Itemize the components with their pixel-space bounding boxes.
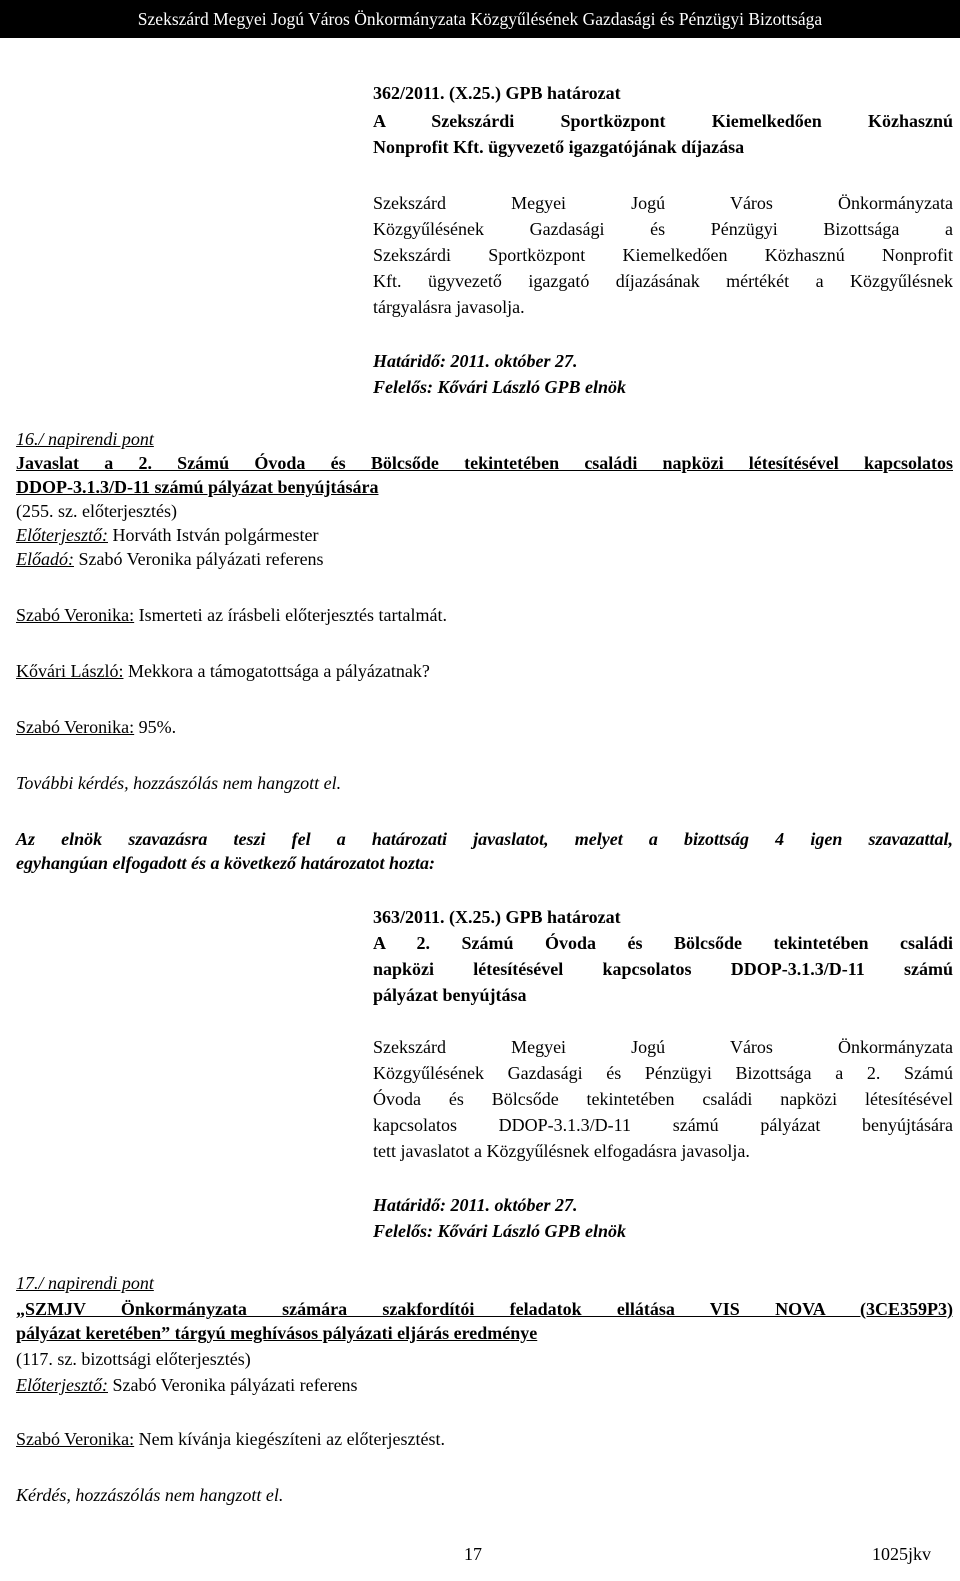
dialogue-text: Nem kívánja kiegészíteni az előterjesztést. <box>134 1429 446 1449</box>
resolution-362-number: 362/2011. (X.25.) GPB határozat <box>373 83 621 103</box>
resolution-362-body-line: Közgyűlésének Gazdasági és Pénzügyi Bizottsága a <box>373 219 953 239</box>
resolution-362-responsible: Felelős: Kővári László GPB elnök <box>373 377 626 397</box>
no-questions-note: Kérdés, hozzászólás nem hangzott el. <box>16 1485 284 1505</box>
resolution-363-responsible: Felelős: Kővári László GPB elnök <box>373 1221 626 1241</box>
dialogue-line <box>16 660 953 683</box>
agenda-item-number <box>16 1272 953 1295</box>
agenda-item-17-label: 17./ napirendi pont <box>16 1273 154 1293</box>
presenter-label: Előterjesztő: <box>16 1375 108 1395</box>
resolution-363-title-line2: napközi létesítésével kapcsolatos DDOP-3.1.3/D-11 számú <box>373 959 953 979</box>
vote-statement-line1: Az elnök szavazásra teszi fel a határozati javaslatot, melyet a bizottság 4 igen szavazattal, <box>16 829 953 849</box>
speaker-label: Előadó: <box>16 549 74 569</box>
dialogue-line <box>16 604 953 627</box>
resolution-362-body-line: tárgyalásra javasolja. <box>373 297 525 317</box>
resolution-363-body-line: Közgyűlésének Gazdasági és Pénzügyi Bizottsága a 2. Számú <box>373 1063 953 1083</box>
resolution-362-title-line2: Nonprofit Kft. ügyvezető igazgatójának díjazása <box>373 137 745 157</box>
header-title: Szekszárd Megyei Jogú Város Önkormányzata Közgyűlésének Gazdasági és Pénzügyi Bizottsága <box>137 9 823 29</box>
presenter-name: Horváth István polgármester <box>108 525 319 545</box>
dialogue-text: Mekkora a támogatottsága a pályázatnak? <box>123 661 430 681</box>
dialogue-speaker: Kővári László: <box>16 661 124 681</box>
agenda-item-16-reference: (255. sz. előterjesztés) <box>16 501 177 521</box>
resolution-363-body-line: kapcsolatos DDOP-3.1.3/D-11 számú pályázat benyújtására <box>373 1115 953 1135</box>
resolution-363-number: 363/2011. (X.25.) GPB határozat <box>373 907 621 927</box>
page-number: 17 <box>464 1544 482 1564</box>
document-id: 1025jkv <box>872 1544 932 1564</box>
resolution-363-deadline: Határidő: 2011. október 27. <box>373 1195 578 1215</box>
dialogue-text: 95%. <box>134 717 177 737</box>
agenda-item-17-title-line2: pályázat keretében” tárgyú meghívásos pályázati eljárás eredménye <box>16 1323 538 1343</box>
agenda-item-16-speaker <box>16 548 953 571</box>
page-header <box>0 0 960 38</box>
resolution-363-body-line: tett javaslatot a Közgyűlésnek elfogadásra javasolja. <box>373 1141 750 1161</box>
resolution-363-title-line3: pályázat benyújtása <box>373 985 527 1005</box>
dialogue-text: Ismerteti az írásbeli előterjesztés tartalmát. <box>134 605 448 625</box>
presenter-name: Szabó Veronika pályázati referens <box>108 1375 358 1395</box>
resolution-363-title-line1: A 2. Számú Óvoda és Bölcsőde tekintetében családi <box>373 933 953 953</box>
agenda-item-16-label: 16./ napirendi pont <box>16 429 154 449</box>
resolution-363-body-line: Óvoda és Bölcsőde tekintetében családi napközi létesítésével <box>373 1089 953 1109</box>
dialogue-speaker: Szabó Veronika: <box>16 717 135 737</box>
resolution-362-body-line: Szekszárdi Sportközpont Kiemelkedően Közhasznú Nonprofit <box>373 245 953 265</box>
agenda-item-17-presenter <box>16 1374 953 1397</box>
resolution-362-body-line: Szekszárd Megyei Jogú Város Önkormányzata <box>373 193 953 213</box>
dialogue-speaker: Szabó Veronika: <box>16 605 135 625</box>
agenda-item-16-title-line2: DDOP-3.1.3/D-11 számú pályázat benyújtására <box>16 477 379 497</box>
resolution-362-deadline: Határidő: 2011. október 27. <box>373 351 578 371</box>
dialogue-line <box>16 716 953 739</box>
agenda-item-16-presenter <box>16 524 953 547</box>
presenter-label: Előterjesztő: <box>16 525 108 545</box>
agenda-item-17-title-line1: „SZMJV Önkormányzata számára szakfordítói feladatok ellátása VIS NOVA (3CE359P3) <box>16 1299 953 1319</box>
dialogue-speaker: Szabó Veronika: <box>16 1429 135 1449</box>
agenda-item-16-title-line1: Javaslat a 2. Számú Óvoda és Bölcsőde tekintetében családi napközi létesítésével kapcsolatos <box>16 453 953 473</box>
dialogue-line <box>16 1428 953 1451</box>
resolution-362-body-line: Kft. ügyvezető igazgató díjazásának mértékét a Közgyűlésnek <box>373 271 953 291</box>
speaker-name: Szabó Veronika pályázati referens <box>74 549 324 569</box>
no-questions-note: További kérdés, hozzászólás nem hangzott el. <box>16 773 342 793</box>
resolution-363-body-line: Szekszárd Megyei Jogú Város Önkormányzata <box>373 1037 953 1057</box>
agenda-item-number <box>16 428 953 451</box>
resolution-362-title-line1: A Szekszárdi Sportközpont Kiemelkedően Közhasznú <box>373 111 953 131</box>
agenda-item-17-reference: (117. sz. bizottsági előterjesztés) <box>16 1349 251 1369</box>
vote-statement-line2: egyhangúan elfogadott és a következő határozatot hozta: <box>16 853 436 873</box>
